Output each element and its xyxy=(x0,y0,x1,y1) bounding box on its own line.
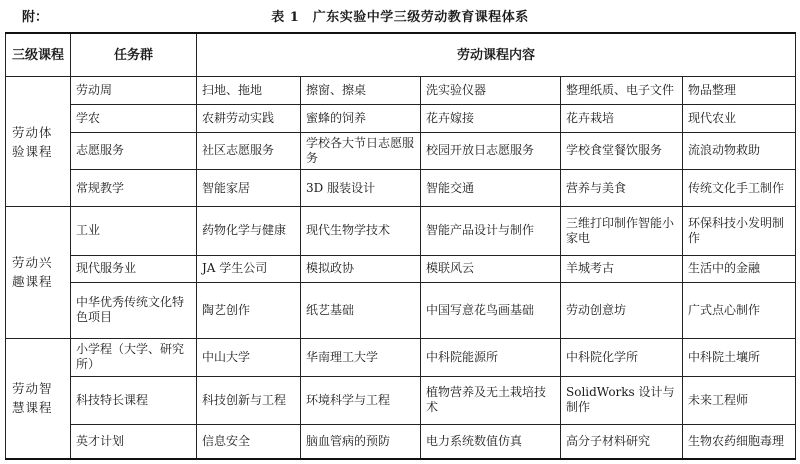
content-cell: 模拟政协 xyxy=(301,255,421,283)
content-cell: 模联风云 xyxy=(421,255,561,283)
content-cell: 现代农业 xyxy=(683,104,796,132)
level-cell: 劳动体验课程 xyxy=(6,77,71,207)
content-cell: 流浪动物救助 xyxy=(683,132,796,170)
table-row xyxy=(6,376,796,424)
content-cell: 羊城考古 xyxy=(561,255,683,283)
content-cell: 整理纸质、电子文件 xyxy=(561,77,683,105)
content-cell: 劳动创意坊 xyxy=(561,283,683,338)
level-cell: 劳动兴趣课程 xyxy=(6,207,71,338)
content-cell: 扫地、拖地 xyxy=(197,77,301,105)
content-cell: 社区志愿服务 xyxy=(197,132,301,170)
content-cell: 三维打印制作智能小家电 xyxy=(561,207,683,255)
table-row xyxy=(6,104,796,132)
content-cell: 中科院能源所 xyxy=(421,338,561,376)
header-group: 任务群 xyxy=(71,33,197,77)
table-row xyxy=(6,207,796,255)
group-cell: 中华优秀传统文化特色项目 xyxy=(71,283,197,338)
content-cell: 中科院土壤所 xyxy=(683,338,796,376)
group-cell: 志愿服务 xyxy=(71,132,197,170)
content-cell: 高分子材料研究 xyxy=(561,424,683,459)
content-cell: 生物农药细胞毒理 xyxy=(683,424,796,459)
content-cell: 智能产品设计与制作 xyxy=(421,207,561,255)
header-content: 劳动课程内容 xyxy=(197,33,796,77)
curriculum-table xyxy=(5,32,796,460)
content-cell: 广式点心制作 xyxy=(683,283,796,338)
group-cell: 小学程（大学、研究所） xyxy=(71,338,197,376)
table-row xyxy=(6,424,796,459)
content-cell: 花卉栽培 xyxy=(561,104,683,132)
group-cell: 劳动周 xyxy=(71,77,197,105)
table-caption: 表 1 广东实验中学三级劳动教育课程体系 xyxy=(271,10,529,25)
content-cell: 校园开放日志愿服务 xyxy=(421,132,561,170)
content-cell: JA 学生公司 xyxy=(197,255,301,283)
content-cell: 药物化学与健康 xyxy=(197,207,301,255)
content-cell: 擦窗、擦桌 xyxy=(301,77,421,105)
group-cell: 英才计划 xyxy=(71,424,197,459)
content-cell: 植物营养及无土栽培技术 xyxy=(421,376,561,424)
group-cell: 常规教学 xyxy=(71,170,197,207)
content-cell: 科技创新与工程 xyxy=(197,376,301,424)
content-cell: 未来工程师 xyxy=(683,376,796,424)
group-cell: 现代服务业 xyxy=(71,255,197,283)
content-cell: SolidWorks 设计与制作 xyxy=(561,376,683,424)
content-cell: 环境科学与工程 xyxy=(301,376,421,424)
content-cell: 生活中的金融 xyxy=(683,255,796,283)
content-cell: 智能交通 xyxy=(421,170,561,207)
content-cell: 学校各大节日志愿服务 xyxy=(301,132,421,170)
content-cell: 洗实验仪器 xyxy=(421,77,561,105)
content-cell: 3D 服装设计 xyxy=(301,170,421,207)
content-cell: 物品整理 xyxy=(683,77,796,105)
appendix-label: 附： xyxy=(22,10,49,25)
content-cell: 花卉嫁接 xyxy=(421,104,561,132)
content-cell: 华南理工大学 xyxy=(301,338,421,376)
group-cell: 科技特长课程 xyxy=(71,376,197,424)
level-cell: 劳动智慧课程 xyxy=(6,338,71,459)
content-cell: 传统文化手工制作 xyxy=(683,170,796,207)
header-row xyxy=(6,33,796,77)
content-cell: 农耕劳动实践 xyxy=(197,104,301,132)
content-cell: 中山大学 xyxy=(197,338,301,376)
page-header xyxy=(0,0,800,30)
table-row xyxy=(6,77,796,105)
table-row xyxy=(6,132,796,170)
content-cell: 智能家居 xyxy=(197,170,301,207)
table-row xyxy=(6,255,796,283)
table-row xyxy=(6,338,796,376)
content-cell: 现代生物学技术 xyxy=(301,207,421,255)
content-cell: 脑血管病的预防 xyxy=(301,424,421,459)
content-cell: 中国写意花鸟画基础 xyxy=(421,283,561,338)
group-cell: 学农 xyxy=(71,104,197,132)
content-cell: 中科院化学所 xyxy=(561,338,683,376)
content-cell: 陶艺创作 xyxy=(197,283,301,338)
table-row xyxy=(6,283,796,338)
table-row xyxy=(6,170,796,207)
content-cell: 营养与美食 xyxy=(561,170,683,207)
content-cell: 纸艺基础 xyxy=(301,283,421,338)
content-cell: 信息安全 xyxy=(197,424,301,459)
content-cell: 蜜蜂的饲养 xyxy=(301,104,421,132)
content-cell: 电力系统数值仿真 xyxy=(421,424,561,459)
content-cell: 环保科技小发明制作 xyxy=(683,207,796,255)
content-cell: 学校食堂餐饮服务 xyxy=(561,132,683,170)
group-cell: 工业 xyxy=(71,207,197,255)
header-level: 三级课程 xyxy=(6,33,71,77)
